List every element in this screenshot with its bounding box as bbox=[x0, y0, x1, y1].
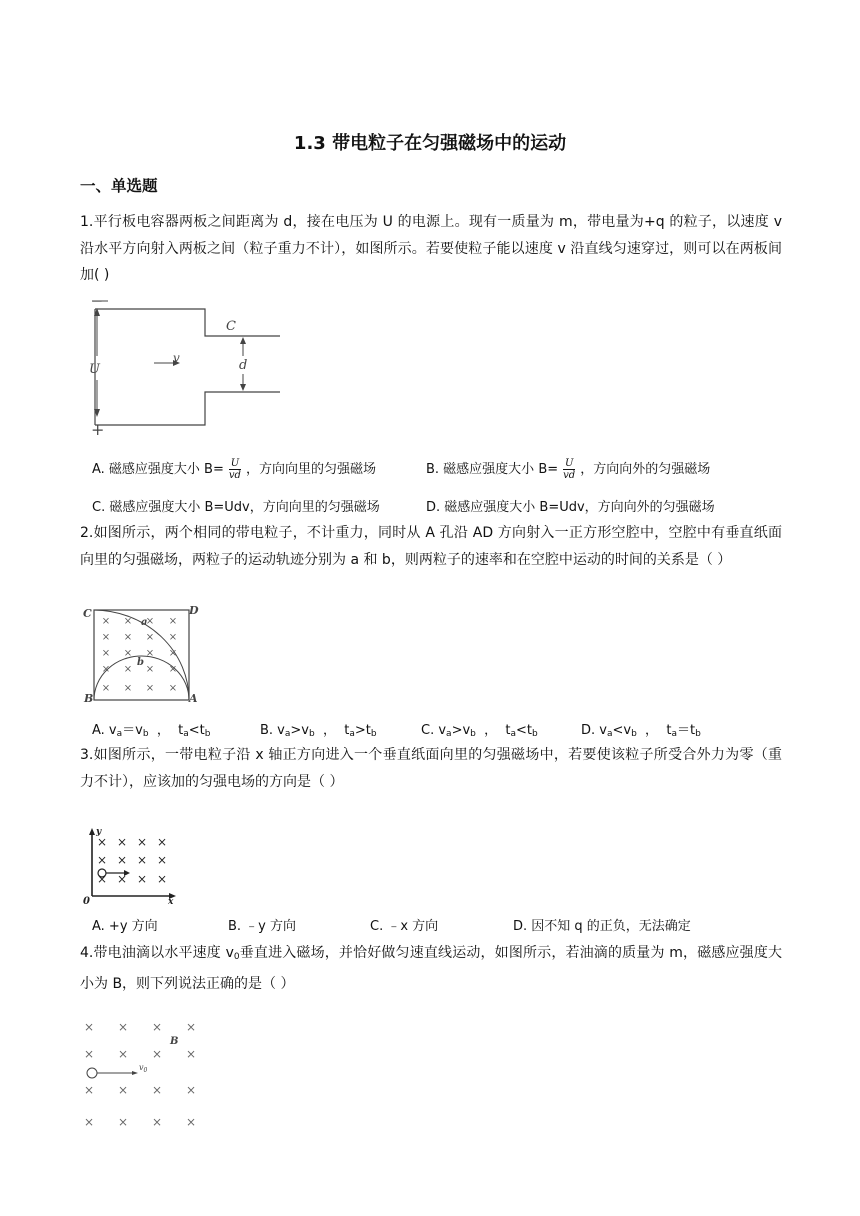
field-cross-mark: × bbox=[83, 1083, 95, 1097]
field-cross-mark: × bbox=[156, 835, 168, 849]
q2-option-D: D. $v_a<v_b$ ， $t_a=t_b$ bbox=[581, 723, 701, 739]
field-cross-mark: × bbox=[117, 1047, 129, 1061]
field-cross-mark: × bbox=[123, 683, 133, 694]
axis-label-origin: 0 bbox=[83, 896, 90, 907]
field-cross-mark: × bbox=[101, 616, 111, 627]
field-cross-mark: × bbox=[116, 835, 128, 849]
field-cross-mark: × bbox=[96, 853, 108, 867]
field-cross-mark: × bbox=[151, 1083, 163, 1097]
q3-option-B: B. ﹣y 方向 bbox=[228, 919, 297, 934]
oil-drop-figure bbox=[80, 1016, 210, 1136]
field-cross-mark: × bbox=[116, 853, 128, 867]
field-cross-mark: × bbox=[185, 1020, 197, 1034]
axes-field-figure bbox=[80, 826, 180, 906]
field-cross-mark: × bbox=[168, 648, 178, 659]
page-title: 1.3 带电粒子在匀强磁场中的运动 bbox=[293, 133, 567, 154]
q1-option-B: B. 磁感应强度大小 B= $\frac{U}{vd}$ ，方向向外的匀强磁场 bbox=[426, 458, 711, 481]
figure-label-D: D bbox=[189, 604, 199, 617]
q3-option-D: D. 因不知 q 的正负，无法确定 bbox=[513, 919, 691, 934]
figure-label-C: C bbox=[226, 319, 236, 334]
q1-option-D: D. 磁感应强度大小 B=Udv，方向向外的匀强磁场 bbox=[426, 500, 715, 515]
field-cross-mark: × bbox=[123, 664, 133, 675]
velocity-label: $v_0$ bbox=[139, 1063, 148, 1074]
question-4-stem: 4.带电油滴以水平速度 $v_0$垂直进入磁场，并恰好做匀速直线运动，如图所示，若油滴的质量为 m，磁感应强度大小为 B，则下列说法正确的是（ ） bbox=[80, 945, 782, 992]
q3-option-C: C. ﹣x 方向 bbox=[370, 919, 439, 934]
q2-option-A: A. $v_a=v_b$ ， $t_a<t_b$ bbox=[92, 723, 211, 739]
question-2-stem: 2.如图所示，两个相同的带电粒子，不计重力，同时从 A 孔沿 AD 方向射入一正方形空腔中，空腔中有垂直纸面向里的匀强磁场，两粒子的运动轨迹分别为 a 和 b，则两粒子的速率和在空腔中运动的时间的关系是（ ） bbox=[80, 525, 782, 568]
figure-label-minus: — bbox=[92, 296, 102, 307]
field-cross-mark: × bbox=[145, 616, 155, 627]
field-cross-mark: × bbox=[168, 683, 178, 694]
q1-option-A: A. 磁感应强度大小 B= $\frac{U}{vd}$ ，方向向里的匀强磁场 bbox=[92, 458, 376, 481]
axis-label-x: x bbox=[168, 897, 174, 907]
field-cross-mark: × bbox=[117, 1020, 129, 1034]
figure-label-d: d bbox=[239, 358, 248, 373]
field-cross-mark: × bbox=[96, 872, 108, 886]
field-cross-mark: × bbox=[83, 1020, 95, 1034]
question-3-stem: 3.如图所示，一带电粒子沿 x 轴正方向进入一个垂直纸面向里的匀强磁场中，若要使该粒子所受合外力为零（重力不计），应该加的匀强电场的方向是（ ） bbox=[80, 747, 782, 790]
field-cross-mark: × bbox=[151, 1047, 163, 1061]
trajectory-label-b: b bbox=[137, 657, 144, 668]
question-1-stem: 1.平行板电容器两板之间距离为 d，接在电压为 U 的电源上。现有一质量为 m，带电量为+q 的粒子，以速度 v 沿水平方向射入两板之间（粒子重力不计），如图所示。若要使粒子能以速度 v 沿直线匀速穿过，则可以在两板间加( ) bbox=[80, 214, 782, 283]
axis-label-y: y bbox=[96, 827, 102, 837]
q2-option-C: C. $v_a>v_b$ ， $t_a<t_b$ bbox=[421, 723, 538, 739]
field-cross-mark: × bbox=[83, 1115, 95, 1129]
field-cross-mark: × bbox=[156, 872, 168, 886]
section-heading: 一、单选题 bbox=[80, 177, 158, 195]
field-cross-mark: × bbox=[116, 872, 128, 886]
field-cross-mark: × bbox=[185, 1047, 197, 1061]
field-cross-mark: × bbox=[136, 872, 148, 886]
figure-label-plus: + bbox=[91, 420, 105, 439]
field-cross-mark: × bbox=[101, 683, 111, 694]
field-cross-mark: × bbox=[168, 664, 178, 675]
field-cross-mark: × bbox=[117, 1083, 129, 1097]
field-cross-mark: × bbox=[136, 835, 148, 849]
q3-option-A: A. +y 方向 bbox=[92, 919, 158, 934]
field-cross-mark: × bbox=[123, 648, 133, 659]
field-cross-mark: × bbox=[123, 616, 133, 627]
field-cross-mark: × bbox=[101, 648, 111, 659]
figure-label-U: U bbox=[89, 362, 100, 377]
field-cross-mark: × bbox=[145, 683, 155, 694]
field-cross-mark: × bbox=[101, 632, 111, 643]
field-cross-mark: × bbox=[117, 1115, 129, 1129]
field-cross-mark: × bbox=[145, 632, 155, 643]
field-cross-mark: × bbox=[145, 664, 155, 675]
q2-option-B: B. $v_a>v_b$ ， $t_a>t_b$ bbox=[260, 723, 377, 739]
field-cross-mark: × bbox=[185, 1115, 197, 1129]
field-cross-mark: × bbox=[145, 648, 155, 659]
capacitor-figure bbox=[80, 296, 260, 438]
field-cross-mark: × bbox=[83, 1047, 95, 1061]
field-cross-mark: × bbox=[156, 853, 168, 867]
field-cross-mark: × bbox=[136, 853, 148, 867]
trajectory-label-a: a bbox=[141, 617, 148, 628]
field-cross-mark: × bbox=[151, 1020, 163, 1034]
field-cross-mark: × bbox=[185, 1083, 197, 1097]
field-cross-mark: × bbox=[151, 1115, 163, 1129]
field-cross-mark: × bbox=[168, 616, 178, 627]
field-cross-mark: × bbox=[168, 632, 178, 643]
field-cross-mark: × bbox=[123, 632, 133, 643]
figure-label-A: A bbox=[189, 692, 198, 705]
figure-label-C: C bbox=[83, 607, 92, 620]
field-cross-mark: × bbox=[101, 664, 111, 675]
q1-option-C: C. 磁感应强度大小 B=Udv，方向向里的匀强磁场 bbox=[92, 500, 380, 515]
figure-label-v: v bbox=[173, 351, 180, 365]
square-cavity-figure bbox=[82, 604, 202, 704]
field-cross-mark: × bbox=[96, 835, 108, 849]
figure-label-B: B bbox=[84, 692, 94, 705]
field-label-B: B bbox=[170, 1036, 179, 1047]
